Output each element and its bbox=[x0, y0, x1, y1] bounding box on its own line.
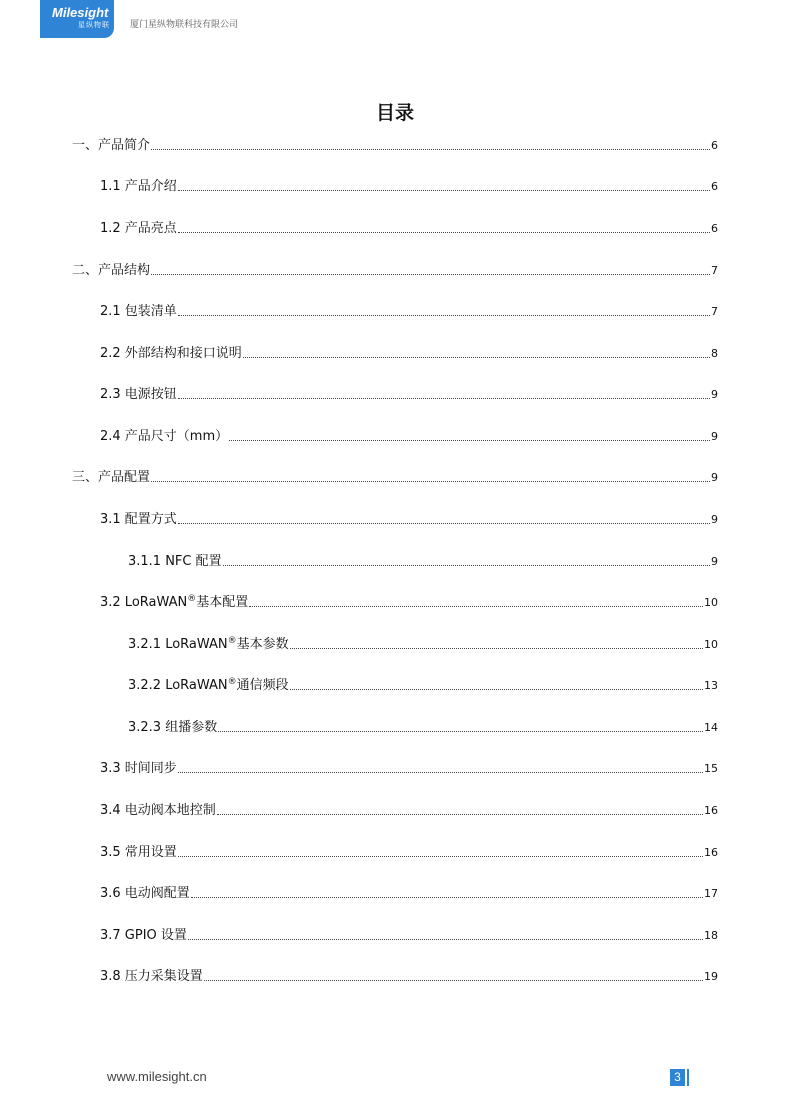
toc-entry-page: 8 bbox=[711, 347, 718, 360]
toc-entry-label: 3.6 电动阀配置 bbox=[100, 886, 190, 901]
toc-entry-2-2[interactable] bbox=[100, 344, 718, 362]
toc-entry-page: 10 bbox=[704, 638, 718, 651]
leader-dots bbox=[243, 357, 710, 358]
toc-entry-2-1[interactable] bbox=[100, 302, 718, 320]
toc-entry-page: 6 bbox=[711, 139, 718, 152]
toc-entry-page: 15 bbox=[704, 762, 718, 775]
page-number-badge: 3 bbox=[670, 1069, 685, 1086]
toc-entry-label-suffix: 基本参数 bbox=[236, 637, 289, 652]
leader-dots bbox=[178, 856, 703, 857]
toc-entry-1-2[interactable] bbox=[100, 219, 718, 237]
leader-dots bbox=[178, 315, 710, 316]
toc-entry-3-7[interactable] bbox=[100, 926, 718, 944]
logo-subtext: 星纵物联 bbox=[78, 21, 110, 29]
toc-entry-label-suffix: 基本配置 bbox=[196, 595, 249, 610]
page-number-accent bbox=[687, 1069, 689, 1086]
toc-entry-label: 2.1 包装清单 bbox=[100, 304, 177, 319]
leader-dots bbox=[229, 440, 710, 441]
toc-entry-2-4[interactable] bbox=[100, 427, 718, 445]
toc-entry-label: 3.2.1 LoRaWAN bbox=[128, 637, 228, 652]
toc-entry-page: 7 bbox=[711, 264, 718, 277]
toc-entry-page: 18 bbox=[704, 929, 718, 942]
toc-entry-page: 6 bbox=[711, 180, 718, 193]
toc-entry-label: 三、产品配置 bbox=[72, 470, 151, 485]
registered-mark: ® bbox=[187, 594, 197, 604]
toc-entry-label: 3.5 常用设置 bbox=[100, 845, 177, 860]
footer-url[interactable]: www.milesight.cn bbox=[107, 1069, 207, 1084]
leader-dots bbox=[188, 939, 703, 940]
leader-dots bbox=[204, 980, 703, 981]
toc-entry-page: 19 bbox=[704, 970, 718, 983]
company-name: 厦门星纵物联科技有限公司 bbox=[130, 20, 239, 30]
toc-title: 目录 bbox=[375, 102, 414, 124]
leader-dots bbox=[290, 648, 703, 649]
toc-entry-label: 3.1.1 NFC 配置 bbox=[128, 554, 222, 569]
toc-entry-label: 2.2 外部结构和接口说明 bbox=[100, 346, 242, 361]
toc-entry-page: 16 bbox=[704, 846, 718, 859]
toc-entry-label-group bbox=[128, 678, 289, 694]
toc-entry-label: 2.3 电源按钮 bbox=[100, 387, 177, 402]
toc-entry-page: 9 bbox=[711, 555, 718, 568]
leader-dots bbox=[151, 481, 710, 482]
toc-entry-label-suffix: 通信频段 bbox=[236, 678, 289, 693]
leader-dots bbox=[249, 606, 703, 607]
toc-entry-label: 1.1 产品介绍 bbox=[100, 179, 177, 194]
toc-entry-3-2[interactable] bbox=[100, 593, 718, 611]
toc-entry-label: 3.7 GPIO 设置 bbox=[100, 928, 187, 943]
leader-dots bbox=[217, 814, 703, 815]
toc-entry-3-6[interactable] bbox=[100, 884, 718, 902]
toc-entry-page: 9 bbox=[711, 471, 718, 484]
toc-entry-label: 3.4 电动阀本地控制 bbox=[100, 803, 216, 818]
toc-entry-label: 一、产品简介 bbox=[72, 138, 151, 153]
logo-text: Milesight bbox=[52, 5, 109, 20]
toc-entry-label: 二、产品结构 bbox=[72, 263, 151, 278]
toc-entry-label: 3.3 时间同步 bbox=[100, 761, 177, 776]
toc-entry-label: 3.1 配置方式 bbox=[100, 512, 177, 527]
toc-entry-label: 3.2.3 组播参数 bbox=[128, 720, 218, 735]
toc-entry-2-3[interactable] bbox=[100, 385, 718, 403]
toc-entry-3-3[interactable] bbox=[100, 759, 718, 777]
toc-entry-label: 3.2 LoRaWAN bbox=[100, 595, 188, 610]
toc-entry-label: 3.8 压力采集设置 bbox=[100, 969, 203, 984]
leader-dots bbox=[223, 565, 710, 566]
leader-dots bbox=[178, 523, 710, 524]
leader-dots bbox=[178, 232, 710, 233]
toc-entry-3-8[interactable] bbox=[100, 967, 718, 985]
toc-entry-label: 1.2 产品亮点 bbox=[100, 221, 177, 236]
leader-dots bbox=[178, 190, 710, 191]
toc-entry-1[interactable] bbox=[72, 136, 718, 154]
toc-entry-page: 10 bbox=[704, 596, 718, 609]
toc-entry-3-2-2[interactable] bbox=[128, 676, 718, 694]
toc-entry-3-1[interactable] bbox=[100, 510, 718, 528]
leader-dots bbox=[290, 689, 703, 690]
toc-entry-page: 9 bbox=[711, 388, 718, 401]
toc-entry-page: 13 bbox=[704, 679, 718, 692]
toc-entry-page: 9 bbox=[711, 430, 718, 443]
toc-entry-label: 2.4 产品尺寸（mm） bbox=[100, 429, 229, 444]
toc-entry-page: 16 bbox=[704, 804, 718, 817]
leader-dots bbox=[178, 398, 710, 399]
toc-entry-3-5[interactable] bbox=[100, 843, 718, 861]
toc-entry-label-group bbox=[100, 595, 248, 611]
leader-dots bbox=[191, 897, 703, 898]
milesight-logo bbox=[40, 0, 114, 38]
registered-mark: ® bbox=[227, 636, 237, 646]
toc-entry-page: 6 bbox=[711, 222, 718, 235]
toc-entry-2[interactable] bbox=[72, 261, 718, 279]
toc-entry-page: 17 bbox=[704, 887, 718, 900]
leader-dots bbox=[151, 149, 710, 150]
toc-entry-3-1-1[interactable] bbox=[128, 552, 718, 570]
toc-entry-3[interactable] bbox=[72, 468, 718, 486]
toc-entry-3-2-1[interactable] bbox=[128, 635, 718, 653]
toc-entry-label: 3.2.2 LoRaWAN bbox=[128, 678, 228, 693]
leader-dots bbox=[178, 772, 703, 773]
toc-entry-label-group bbox=[128, 637, 289, 653]
toc-entry-3-2-3[interactable] bbox=[128, 718, 718, 736]
toc-entry-page: 9 bbox=[711, 513, 718, 526]
toc-entry-page: 14 bbox=[704, 721, 718, 734]
toc-entry-3-4[interactable] bbox=[100, 801, 718, 819]
registered-mark: ® bbox=[227, 677, 237, 687]
leader-dots bbox=[218, 731, 703, 732]
toc-entry-page: 7 bbox=[711, 305, 718, 318]
leader-dots bbox=[151, 274, 710, 275]
toc-entry-1-1[interactable] bbox=[100, 177, 718, 195]
